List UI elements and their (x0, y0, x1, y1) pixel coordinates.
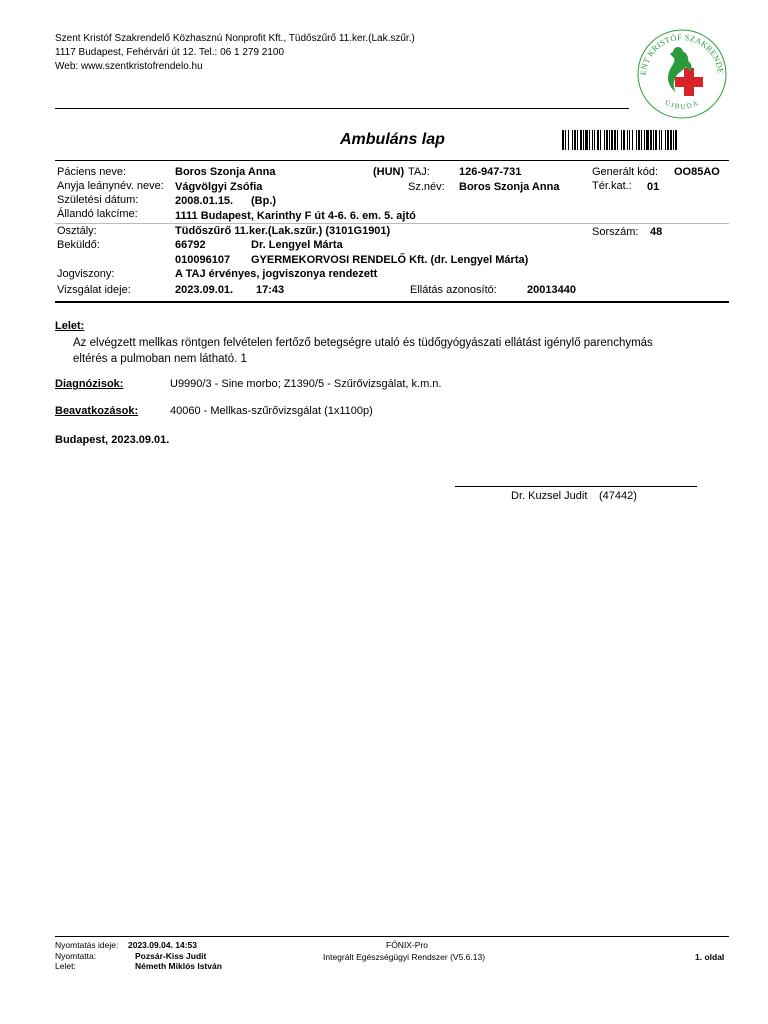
taj-label: TAJ: (408, 166, 430, 178)
page-number: 1. oldal (695, 952, 725, 962)
referrer-label: Beküldő: (57, 239, 100, 251)
diagnoses-value: U9990/3 - Sine morbo; Z1390/5 - Szűrővizsgálat, k.m.n. (170, 378, 442, 390)
system-name: FŐNIX-Pro (386, 940, 429, 950)
mother-name-value: Vágvölgyi Zsófia (175, 181, 263, 193)
referrer-institution-code: 010096107 (175, 254, 231, 266)
serial-value: 48 (650, 226, 663, 238)
print-date-value: 2023.09.04. 14:53 (128, 940, 198, 950)
findings-label: Lelet: (55, 320, 85, 332)
region-label: Tér.kat.: (592, 180, 632, 192)
region-value: 01 (647, 181, 660, 193)
address-label: Állandó lakcíme: (57, 208, 138, 220)
exam-time: 17:43 (256, 284, 285, 296)
printed-by-label: Nyomtatta: (55, 951, 97, 961)
signature-name: Dr. Kuzsel Judit (511, 490, 588, 502)
address-divider (55, 223, 729, 224)
signature-id: (47442) (599, 490, 637, 502)
mother-name-label: Anyja leánynév. neve: (57, 180, 164, 192)
exam-date: 2023.09.01. (175, 284, 234, 296)
footer-divider (55, 936, 729, 937)
header-divider (55, 108, 629, 109)
taj-value: 126-947-731 (459, 166, 522, 178)
patient-block-top-divider (55, 160, 729, 161)
care-id-value: 20013440 (527, 284, 576, 296)
department-label: Osztály: (57, 225, 97, 237)
referrer-name: Dr. Lengyel Márta (251, 239, 343, 251)
result-label: Lelet: (55, 961, 76, 971)
signature-line (455, 486, 697, 487)
patient-block-bottom-divider (55, 301, 729, 303)
print-date-label: Nyomtatás ideje: (55, 940, 119, 950)
svg-text:ÚJBUDA: ÚJBUDA (663, 98, 701, 111)
findings-text: Az elvégzett mellkas röntgen felvételen fertőző betegségre utaló és tüdőgyógyászati ellátást igénylő parenchymás eltérés a pulmoban nem látható. 1 (73, 337, 653, 365)
patient-name-label: Páciens neve: (57, 166, 127, 178)
exam-time-label: Vizsgálat ideje: (57, 284, 131, 296)
birth-name-label: Sz.név: (408, 181, 445, 193)
generated-code-label: Generált kód: (592, 166, 659, 178)
document-title: Ambuláns lap (340, 131, 445, 148)
result-value: Németh Miklós István (135, 961, 222, 971)
procedures-value: 40060 - Mellkas-szűrővizsgálat (1x1100p) (170, 405, 373, 417)
serial-label: Sorszám: (592, 226, 639, 238)
header-line-1: Szent Kristóf Szakrendelő Közhasznú Nonprofit Kft., Tüdőszűrő 11.ker.(Lak.szűr.) (55, 33, 415, 44)
header-website: Web: www.szentkristofrendelo.hu (55, 61, 203, 72)
care-id-label: Ellátás azonosító: (410, 284, 497, 296)
referrer-code: 66792 (175, 239, 206, 251)
dob-place: (Bp.) (251, 195, 277, 207)
birth-name-value: Boros Szonja Anna (459, 181, 560, 193)
procedures-label: Beavatkozások: (55, 405, 139, 417)
address-value: 1111 Budapest, Karinthy F út 4-6. 6. em. 5. ajtó (175, 210, 416, 222)
system-full-name: Integrált Egészségügyi Rendszer (V5.6.13) (323, 952, 486, 962)
dob-label: Születési dátum: (57, 194, 139, 206)
place-date: Budapest, 2023.09.01. (55, 434, 170, 446)
svg-text:SZENT KRISTÓF SZAKRENDELŐ: ENT KRISTÓF SZAKRENDE (638, 32, 725, 76)
patient-name-value: Boros Szonja Anna (175, 166, 276, 178)
diagnoses-label: Diagnózisok: (55, 378, 124, 390)
clinic-logo (632, 26, 732, 122)
dob-value: 2008.01.15. (175, 195, 234, 207)
referrer-institution: GYERMEKORVOSI RENDELŐ Kft. (dr. Lengyel Márta) (251, 254, 529, 266)
insurance-value: A TAJ érvényes, jogviszonya rendezett (175, 268, 378, 280)
printed-by-value: Pozsár-Kiss Judit (135, 951, 207, 961)
barcode (562, 130, 732, 150)
generated-code-value: OO85AO (674, 166, 720, 178)
patient-nationality: (HUN) (373, 166, 405, 178)
department-value: Tüdőszűrő 11.ker.(Lak.szűr.) (3101G1901) (175, 225, 391, 237)
insurance-label: Jogviszony: (57, 268, 115, 280)
header-line-2: 1117 Budapest, Fehérvári út 12. Tel.: 06 1 279 2100 (55, 47, 285, 58)
